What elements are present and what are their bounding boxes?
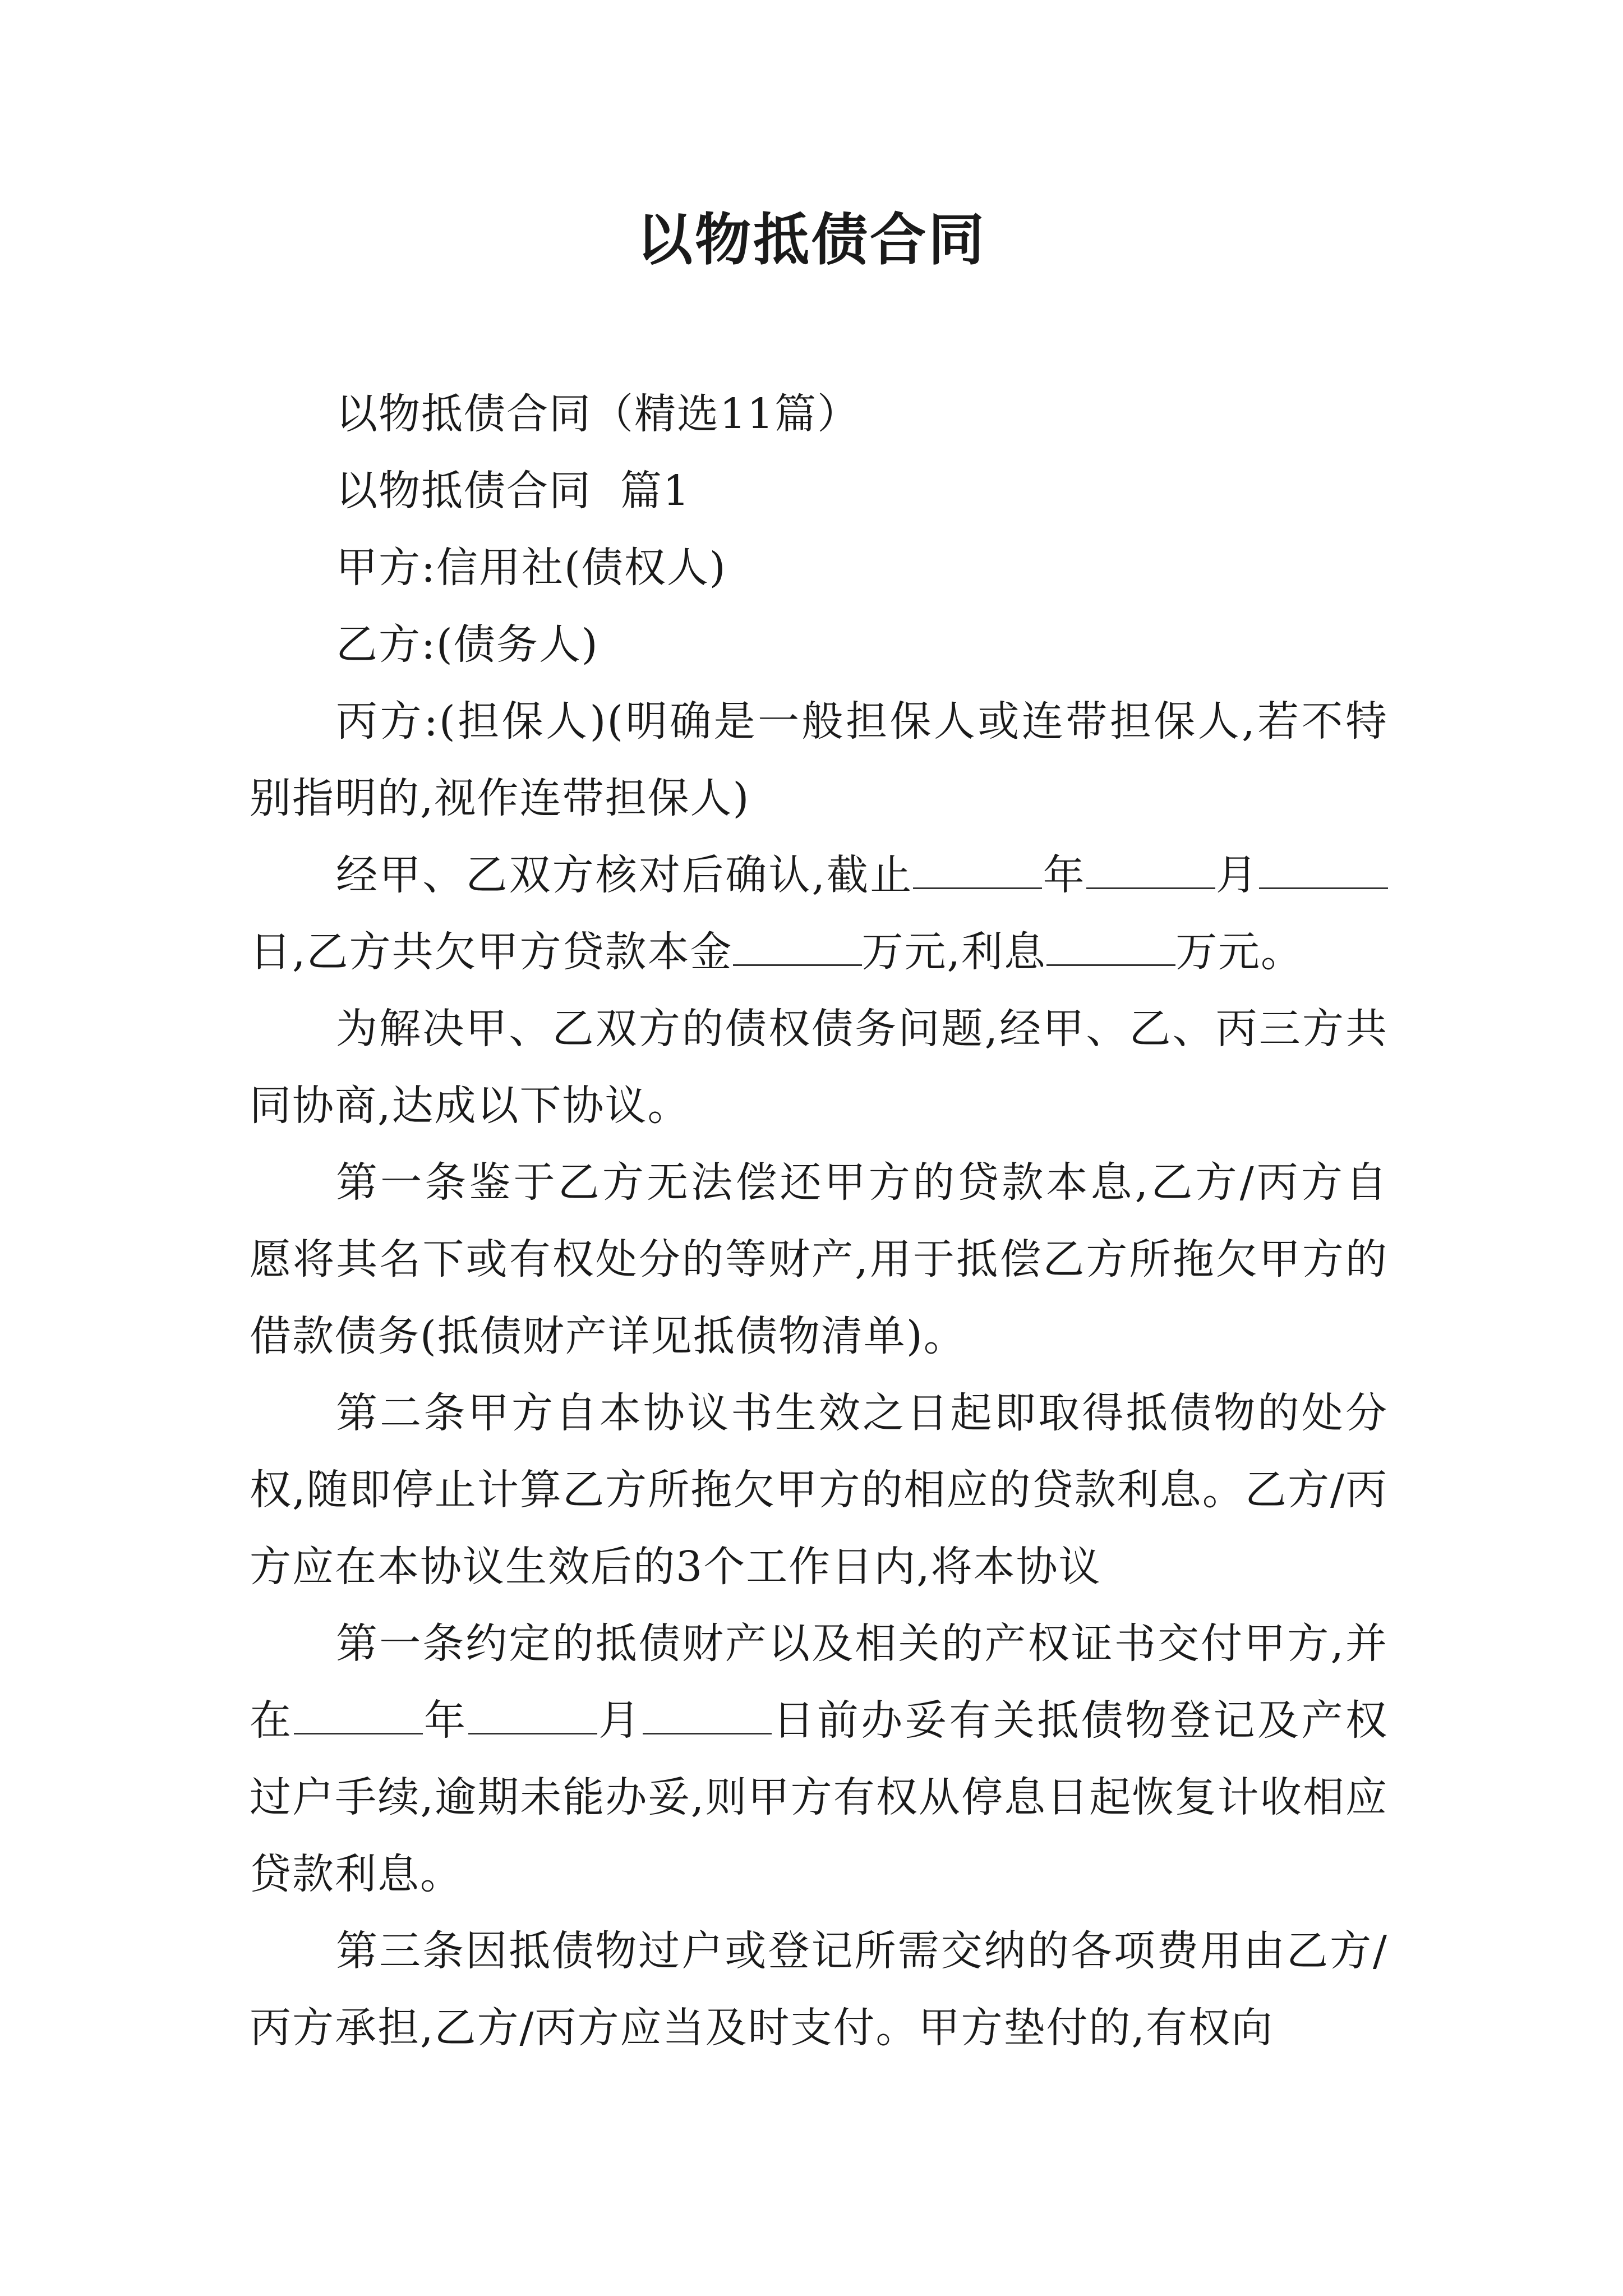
fill-blank-year-2 (294, 1699, 423, 1734)
fill-blank-interest (1046, 931, 1175, 966)
fill-blank-day (1259, 854, 1388, 889)
fill-blank-year (913, 854, 1042, 889)
confirmation-paragraph (250, 837, 1388, 991)
fill-blank-month-2 (468, 1699, 597, 1734)
purpose-paragraph: 为解决甲、乙双方的债权债务问题,经甲、乙、丙三方共同协商,达成以下协议。 (250, 1005, 1388, 1130)
confirm-text-1: 经甲、乙双方核对后确认,截止 (336, 851, 914, 899)
article2-cont-text-2: 日前办妥有关抵债物登记及产权过户手续,逾期未能办妥,则甲方有权从停息日起恢复计收相应贷款利息。 (250, 1696, 1389, 1898)
confirm-text-3: 万元,利息 (861, 928, 1047, 976)
party-b-line: 乙方:(债务人) (336, 620, 599, 669)
article-2-continued (250, 1605, 1388, 1913)
document-body (250, 376, 1388, 2067)
party-c-line: 丙方:(担保人)(明确是一般担保人或连带担保人,若不特别指明的,视作连带担保人) (250, 697, 1388, 822)
confirm-text-4: 万元。 (1175, 928, 1304, 976)
article2-cont-text-1: 第一条约定的抵债财产以及相关的产权证书交付甲方,并在 (250, 1619, 1388, 1745)
confirm-month-label: 月 (1215, 851, 1260, 899)
article2-year-label: 年 (422, 1696, 468, 1745)
fill-blank-month (1086, 854, 1215, 889)
article-3: 第三条因抵债物过户或登记所需交纳的各项费用由乙方/丙方承担,乙方/丙方应当及时支付。甲方垫付的,有权向 (250, 1927, 1388, 2052)
article-2: 第二条甲方自本协议书生效之日起即取得抵债物的处分权,随即停止计算乙方所拖欠甲方的相应的贷款利息。乙方/丙方应在本协议生效后的3个工作日内,将本协议 (250, 1389, 1388, 1591)
section-heading: 以物抵债合同 篇1 (336, 467, 691, 515)
fill-blank-day-2 (643, 1699, 772, 1734)
party-a-line: 甲方:信用社(债权人) (336, 544, 727, 592)
confirm-year-label: 年 (1042, 851, 1086, 899)
document-title: 以物抵债合同 (637, 206, 986, 273)
confirm-text-2: 日,乙方共欠甲方贷款本金 (250, 928, 733, 976)
article-1: 第一条鉴于乙方无法偿还甲方的贷款本息,乙方/丙方自愿将其名下或有权处分的等财产,用于抵偿乙方所拖欠甲方的借款债务(抵债财产详见抵债物清单)。 (250, 1158, 1388, 1360)
article2-month-label: 月 (597, 1696, 643, 1745)
document-subtitle: 以物抵债合同（精选11篇） (336, 390, 860, 438)
fill-blank-principal (733, 931, 862, 966)
